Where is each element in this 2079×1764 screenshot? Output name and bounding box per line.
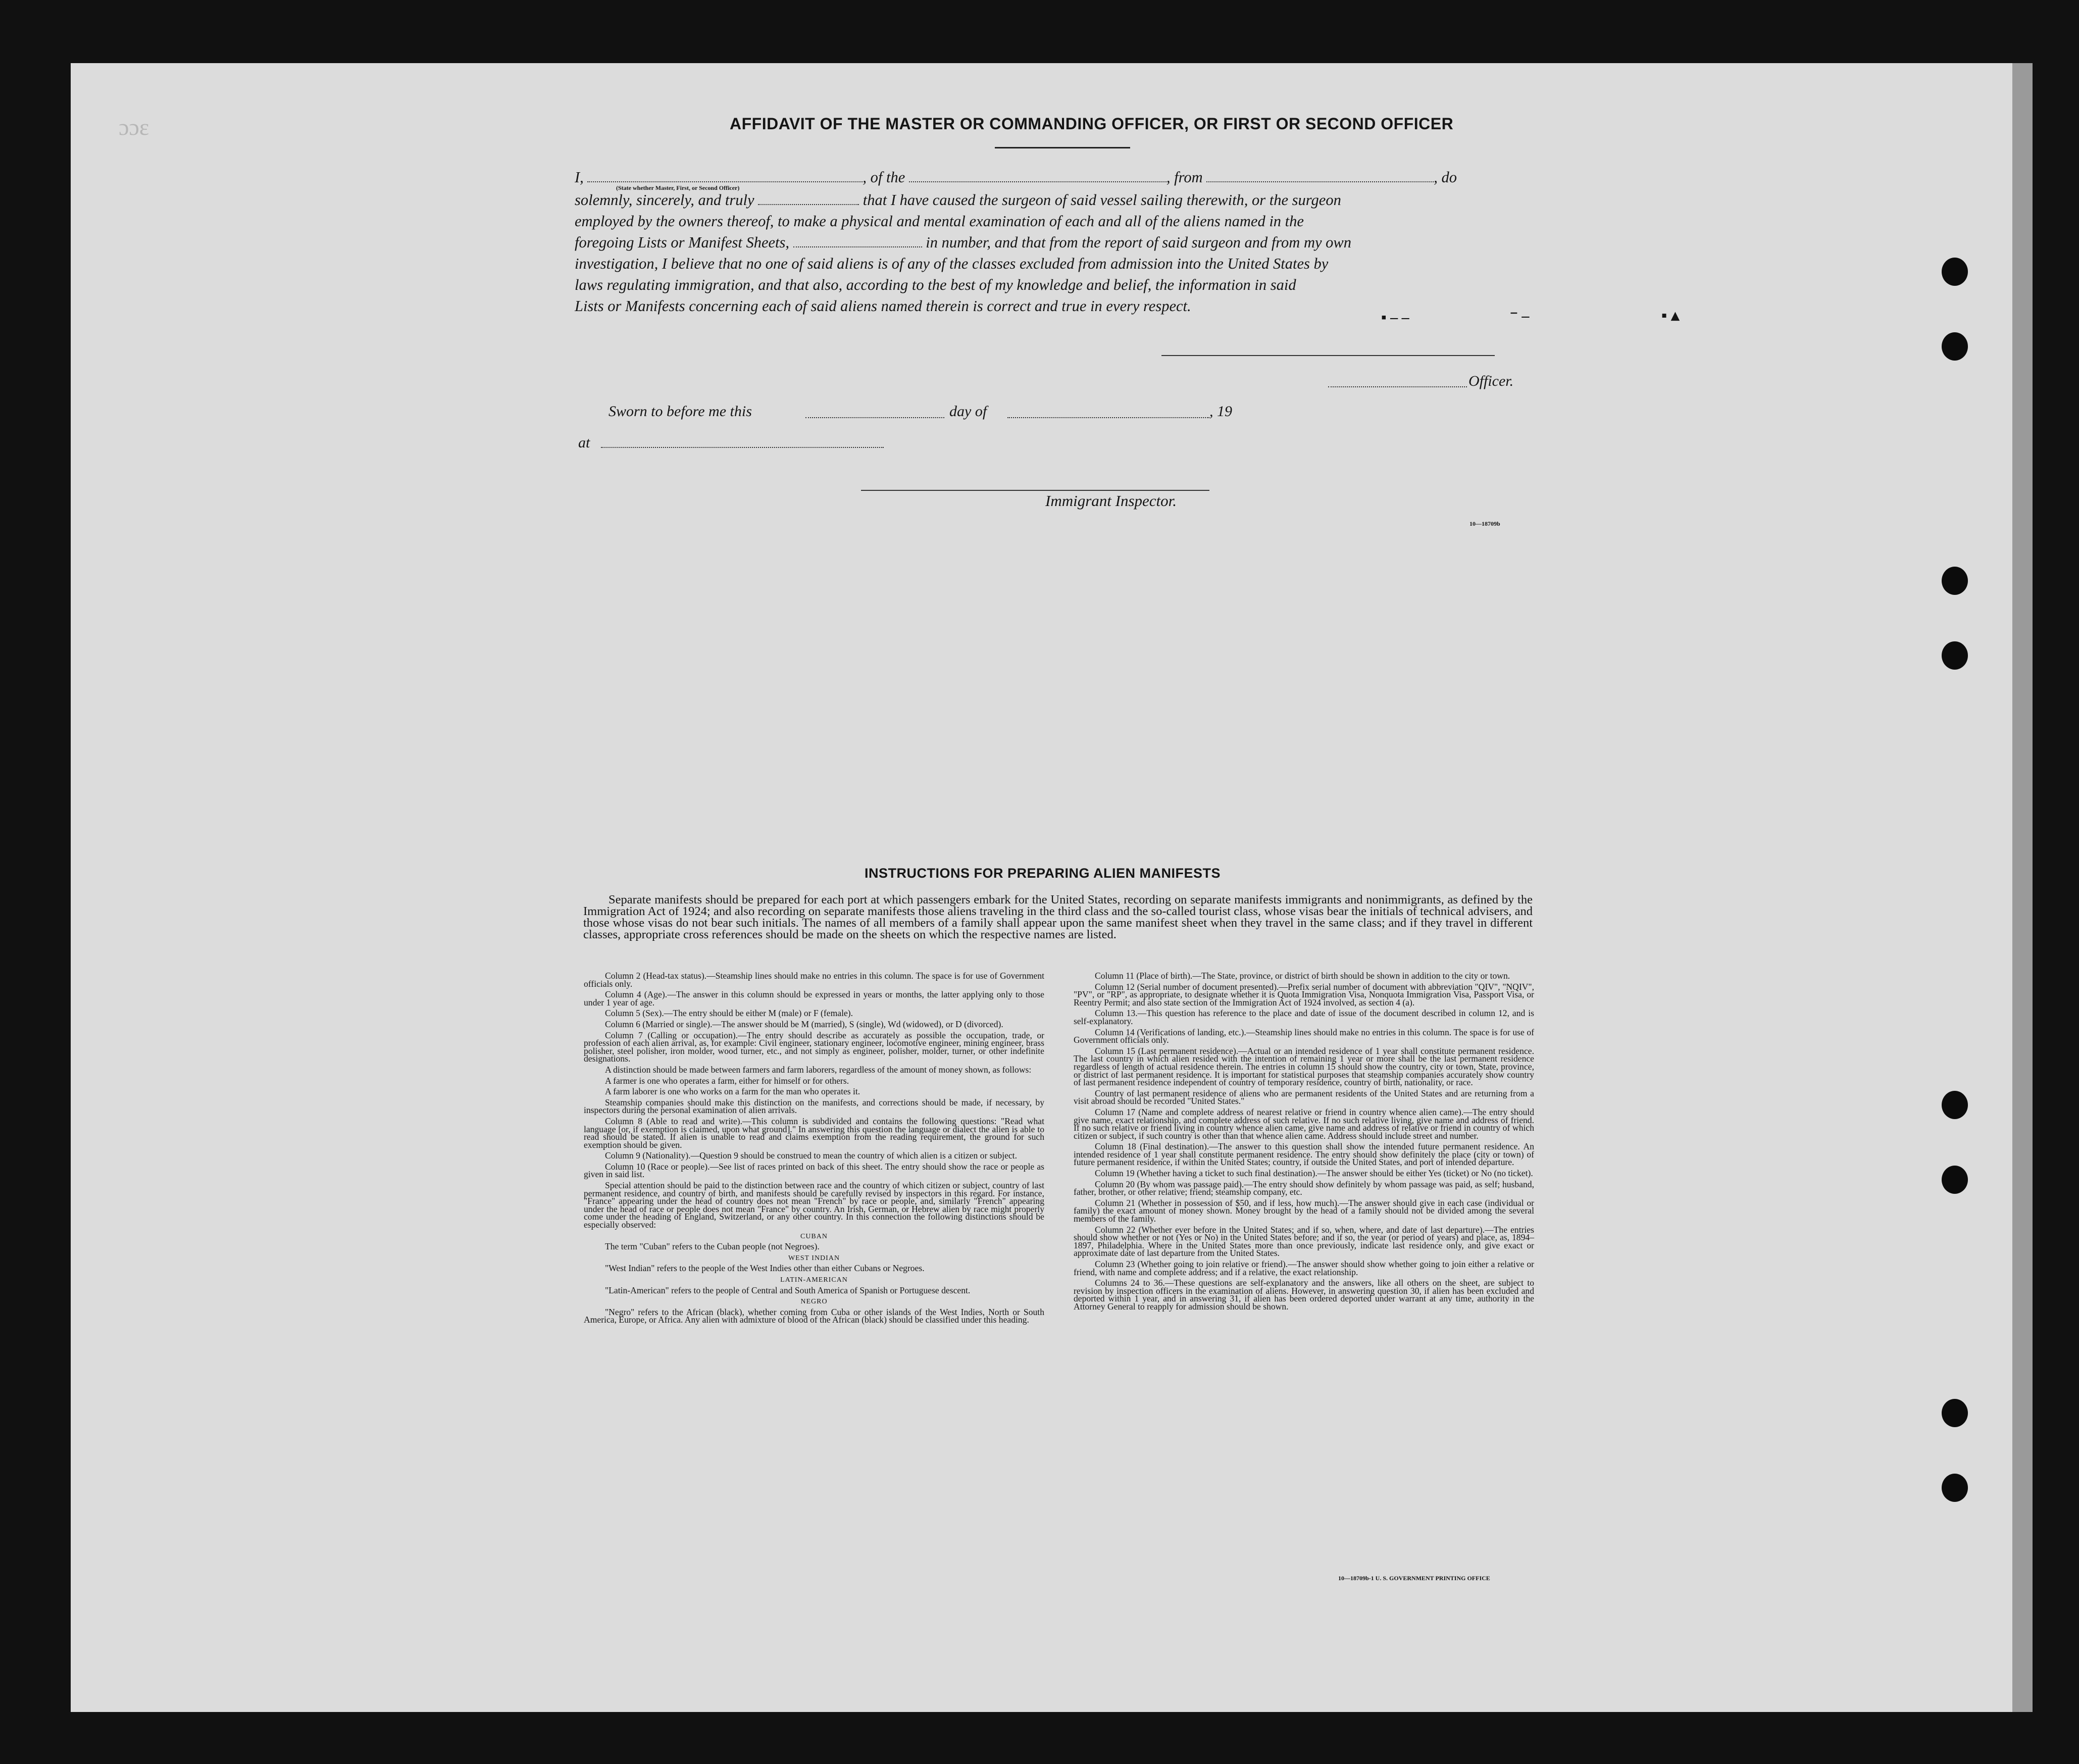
sworn-label: Sworn to before me this [609,403,752,420]
port-blank [1206,170,1434,182]
heading-west-indian: WEST INDIAN [788,1254,840,1262]
instruction-paragraph: Special attention should be paid to the distinction between race and the country of which citizen or subject, country of last permanent residence, and country of birth, and manifests should be carefully revised by inspectors in this regard. For instance, "France" appearing under the head of country does not mean "French" by race or people, and, similarly "French" appearing under the head of race or people does not mean "France" by country. An Irish, German, or Hebrew alien by race might properly come under the heading of England, Switzerland, or any other country. In this connection the following distinctions should be especially observed: [584,1180,1044,1230]
printing-office-footer: 10—18709b-1 U. S. GOVERNMENT PRINTING OFFICE [1338,1575,1490,1582]
instruction-paragraph: A farm laborer is one who works on a farm for the man who operates it. [605,1086,860,1097]
instruction-paragraph: Columns 24 to 36.—These questions are self-explanatory and the answers, like all others on the sheet, are subject to revision by inspection officers in the examination of aliens. However, in answering question 30, if alien has been excluded and deported within 1 year, and in answering 31, if alien has been ordered deported under warrant at any time, authority in the Attorney General to reapply for admission should be shown. [1074,1278,1534,1312]
instruction-paragraph: Column 22 (Whether ever before in the United States; and if so, when, where, and date of last departure).—The entries should show whether or not (Yes or No) in the United States before; and if so, the year (or period of years) and place, as, 1894–1897, Philadelphia. Where in the United States more than once previously, indicate last residence only, and give exact or approximate date of last departure from the United States. [1074,1224,1534,1258]
ink-mark: ⁻ ‒ [1510,308,1530,324]
at-label: at [578,434,590,451]
page-edge [2012,63,2033,1712]
inspector-label: Immigrant Inspector. [1045,492,1177,510]
instruction-paragraph: Column 12 (Serial number of document presented).—Prefix serial number of document with abbreviation "QIV", "NQIV", "PV", or "RP", as appropriate, to designate whether it is Quota Immigration Visa, Nonquota Immigration Visa, Passport Visa, or Reentry Permit; and also state section of the Immigration Act of 1924 involved, as section 4 (a). [1074,981,1534,1007]
affidavit-line-5: investigation, I believe that no one of said aliens is of any of the classes excluded from admission into the United States by [575,255,1329,272]
heading-negro: NEGRO [800,1298,828,1306]
instruction-paragraph: Column 6 (Married or single).—The answer should be M (married), S (single), Wd (widowed), or D (divorced). [605,1019,1003,1029]
definition-latin-american: "Latin-American" refers to the people of Central and South America of Spanish or Portuguese descent. [605,1285,971,1295]
definition-cuban: The term "Cuban" refers to the Cuban people (not Negroes). [605,1241,820,1252]
instruction-paragraph: Country of last permanent residence of aliens who are permanent residents of the United States and are returning from a visit abroad should be recorded "United States." [1074,1088,1534,1106]
sworn-month-blank [1007,417,1209,418]
officer-name-blank [1328,386,1467,387]
affidavit-line-2: solemnly, sincerely, and truly that I have caused the surgeon of said vessel sailing therewith, or the surgeon [575,191,1341,209]
inspector-signature-line [861,490,1209,491]
instruction-paragraph: A farmer is one who operates a farm, either for himself or for others. [605,1075,849,1086]
affidavit-form-number: 10—18709b [1469,520,1500,527]
instruction-paragraph: Column 8 (Able to read and write).—This column is subdivided and contains the following questions: "Read what language [or, if exemption is claimed, upon what ground]." In answering this question the language or dialect the alien is able to read should be stated. If alien is unable to read and claims exemption from the reading requirement, the ground for such exemption should be given. [584,1116,1044,1150]
ink-mark: ▪ ▴ [1661,306,1680,324]
title-underline [995,147,1130,148]
instruction-paragraph: Column 11 (Place of birth).—The State, province, or district of birth should be shown in addition to the city or town. [1095,971,1510,981]
instruction-paragraph: Column 5 (Sex).—The entry should be either M (male) or F (female). [605,1008,853,1019]
instruction-paragraph: Column 10 (Race or people).—See list of races printed on back of this sheet. The entry should show the race or people as given in said list. [584,1161,1044,1180]
instruction-paragraph: Column 2 (Head-tax status).—Steamship lines should make no entries in this column. The space is for use of Government officials only. [584,971,1044,989]
definition-negro: "Negro" refers to the African (black), whether coming from Cuba or other islands of the West Indies, North or South America, Europe, or Africa. Any alien with admixture of blood of the African (black) should be classified under this heading. [584,1306,1044,1325]
instructions-intro: Separate manifests should be prepared for each port at which passengers embark for the United States, recording on separate manifests immigrants and nonimmigrants, as defined by the Immigration Act of 1924; and also recording on separate manifests those aliens traveling in the third class and the so-called tourist class, whose visas bear the initials of technical advisers, and those whose visas do not bear such initials. The names of all members of a family shall appear upon the same manifest sheet when they travel in the same class; and if they travel in different classes, appropriate cross references should be made on the sheets on which the respective names are listed. [583,893,1533,941]
officer-signature-line [1161,355,1495,356]
affidavit-line-7: Lists or Manifests concerning each of said aliens named therein is correct and true in every respect. [575,297,1191,315]
affidavit-line-4: foregoing Lists or Manifest Sheets, in number, and that from the report of said surgeon and from my own [575,234,1351,251]
instruction-paragraph: Column 21 (Whether in possession of $50, and if less, how much).—The answer should give in each case (individual or family) the exact amount of money shown. Money brought by the head of a family should not be divided among the several members of the family. [1074,1197,1534,1224]
instruction-paragraph: Column 13.—This question has reference to the place and date of issue of the document described in column 12, and is self-explanatory. [1074,1008,1534,1026]
instruction-paragraph: Column 19 (Whether having a ticket to such final destination).—The answer should be either Yes (ticket) or No (no ticket). [1095,1168,1533,1179]
instruction-paragraph: Column 15 (Last permanent residence).—Actual or an intended residence of 1 year shall constitute permanent residence. The last country in which alien resided with the intention of remaining 1 year or more shall be the last permanent residence regardless of length of actual residence therein. The entries in column 15 should show the country, city or town, State, province, or district of last permanent residence. It is important for statistical purposes that steamship companies accurately show country of last permanent residence independent of country of temporary residence, country of birth, nationality, or race. [1074,1045,1534,1088]
instruction-paragraph: Column 18 (Final destination).—The answer to this question shall show the intended future permanent residence. An intended residence of 1 year shall constitute permanent residence. The entry should show definitely the place (city or town) of future permanent residence, if within the United States; country, if outside the United States, and port of intended departure. [1074,1141,1534,1168]
binder-hole [1942,1474,1968,1502]
binder-hole [1942,1166,1968,1194]
alien-count-blank [793,235,922,247]
instruction-paragraph: Column 17 (Name and complete address of nearest relative or friend in country whence alien came).—The entry should give name, exact relationship, and complete address of such relative. If no such relative living, give name and address of friend. If no such relative or friend living in country whence alien came, give name and address of relative or friend in country of which citizen or subject, if such country is other than that whence alien came. Address should include street and number. [1074,1106,1534,1141]
at-place-blank [601,447,884,448]
binder-hole [1942,258,1968,286]
affidavit-line-1: I, , of the , from , do [575,169,1457,186]
ink-mark: ▪ ‒ ‒ [1381,309,1409,326]
heading-cuban: CUBAN [800,1232,828,1240]
instructions-title: INSTRUCTIONS FOR PREPARING ALIEN MANIFESTS [865,866,1221,881]
binder-hole [1942,567,1968,595]
officer-label: Officer. [1468,373,1514,389]
instruction-paragraph: Column 14 (Verifications of landing, etc.).—Steamship lines should make no entries in this column. The space is for use of Government officials only. [1074,1027,1534,1045]
officer-caption: (State whether Master, First, or Second Officer) [616,184,740,191]
affidavit-title: AFFIDAVIT OF THE MASTER OR COMMANDING OFFICER, OR FIRST OR SECOND OFFICER [730,115,1454,133]
affidavit-line-6: laws regulating immigration, and that also, according to the best of my knowledge and belief, the information in said [575,276,1296,293]
heading-latin-american: LATIN-AMERICAN [780,1276,848,1284]
sworn-year-label: , 19 [1209,403,1232,420]
instruction-paragraph: Column 23 (Whether going to join relative or friend).—The answer should show whether going to join either a relative or friend, with name and complete address; and if a relative, the exact relationship. [1074,1259,1534,1277]
definition-west-indian: "West Indian" refers to the people of the West Indies other than either Cubans or Negroes. [605,1263,925,1274]
instructions-right-column [1074,972,1534,1314]
officer-rank-blank [587,170,863,182]
instruction-paragraph: Column 9 (Nationality).—Question 9 should be construed to mean the country of which alien is a citizen or subject. [605,1150,1017,1161]
instruction-paragraph: Column 20 (By whom was passage paid).—The entry should show definitely by whom passage was paid, as self; husband, father, brother, or other relative; friend; steamship company, etc. [1074,1179,1534,1197]
instruction-paragraph: Column 7 (Calling or occupation).—The entry should describe as accurately as possible the occupation, trade, or profession of each alien arrival, as, for example: Civil engineer, stationary engineer, locomotive engineer, mining engineer, brass polisher, steel polisher, iron molder, wood turner, etc., and not simply as engineer, polisher, molder, turner, or other indefinite designations. [584,1030,1044,1064]
binder-hole [1942,1091,1968,1119]
instruction-paragraph: A distinction should be made between farmers and farm laborers, regardless of the amount of money shown, as follows: [605,1064,1032,1075]
instruction-paragraph: Column 4 (Age).—The answer in this column should be expressed in years or months, the latter applying only to those under 1 year of age. [584,989,1044,1007]
affidavit-line-3: employed by the owners thereof, to make a physical and mental examination of each and all of the aliens named in the [575,213,1304,230]
binder-hole [1942,1399,1968,1427]
sworn-day-blank [805,417,944,418]
instruction-paragraph: Steamship companies should make this distinction on the manifests, and corrections should be made, if necessary, by inspectors during the personal examination of alien arrivals. [584,1097,1044,1116]
faint-page-mark: ɔɔɛ [119,114,149,140]
binder-hole [1942,332,1968,361]
binder-hole [1942,641,1968,670]
vessel-name-blank [909,170,1167,182]
sworn-day-of-label: day of [949,403,987,420]
instructions-left-column [584,972,1044,1327]
sworn-blank [758,193,859,205]
